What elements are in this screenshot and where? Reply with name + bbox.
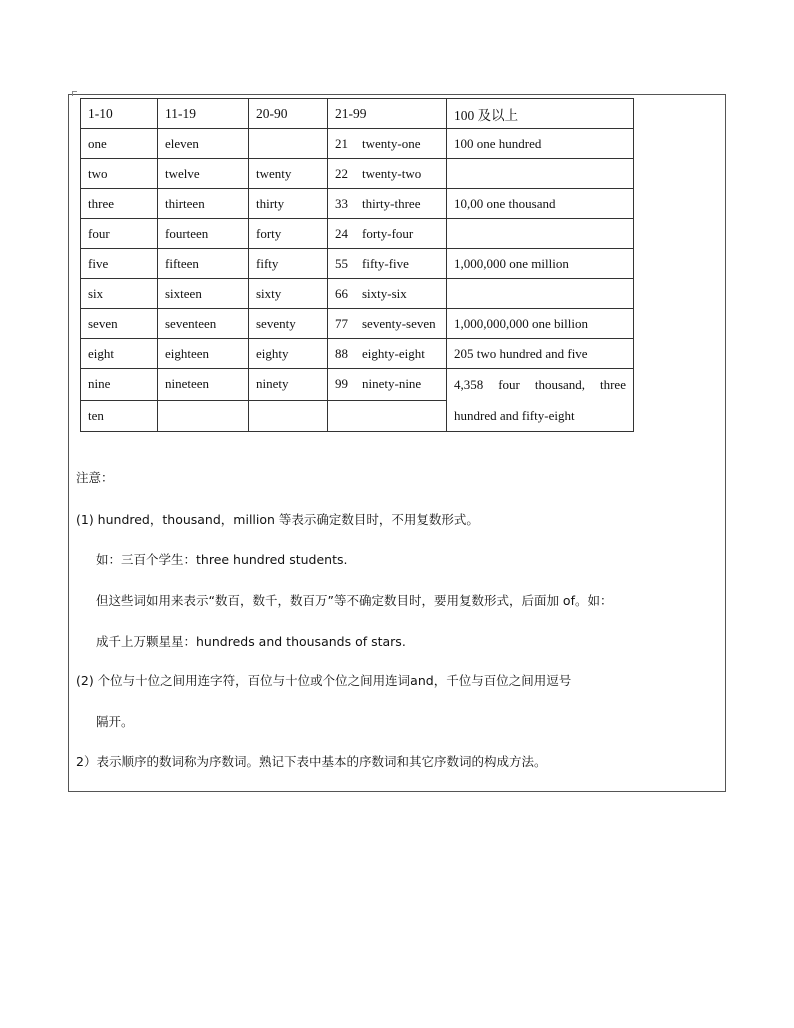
numbers-table	[80, 98, 634, 432]
cell-word: twenty-one	[362, 135, 421, 151]
cell: eighteen	[158, 339, 249, 369]
cell-number: 21	[335, 135, 348, 151]
cell-word: thirty-three	[362, 195, 421, 211]
note-item-2-continued: 隔开。	[96, 714, 134, 729]
corner-mark	[72, 91, 77, 96]
cell: nineteen	[158, 369, 249, 401]
cell	[328, 219, 447, 249]
cell	[447, 219, 634, 249]
cell: ninety	[249, 369, 328, 401]
header-cell: 20-90	[249, 99, 328, 129]
table-row	[81, 279, 634, 309]
note-item-1: (1) hundred，thousand，million 等表示确定数目时，不用复数形式。	[76, 512, 479, 527]
merged-cell	[447, 369, 634, 432]
cell-number: 77	[335, 315, 348, 331]
cell	[328, 249, 447, 279]
cell: eight	[81, 339, 158, 369]
header-cell: 11-19	[158, 99, 249, 129]
word: three	[599, 377, 626, 392]
cell	[249, 129, 328, 159]
table-row	[81, 129, 634, 159]
cell	[158, 400, 249, 432]
cell	[447, 159, 634, 189]
cell: eleven	[158, 129, 249, 159]
table-row	[81, 369, 634, 401]
cell	[328, 159, 447, 189]
table-row	[81, 339, 634, 369]
cell	[447, 279, 634, 309]
cell	[328, 309, 447, 339]
word: thousand,	[534, 377, 586, 392]
cell: thirteen	[158, 189, 249, 219]
cell-word: sixty-six	[362, 285, 407, 301]
cell: ten	[81, 400, 158, 432]
cell	[249, 400, 328, 432]
cell: 205 two hundred and five	[447, 339, 634, 369]
table-row	[81, 309, 634, 339]
word: four	[498, 377, 520, 392]
notes-heading: 注意：	[76, 470, 114, 485]
cell: five	[81, 249, 158, 279]
note-item-1-continued: 但这些词如用来表示“数百，数千，数百万”等不确定数目时，要用复数形式，后面加 of。如：	[96, 593, 613, 608]
cell-word: twenty-two	[362, 165, 422, 181]
cell: fifteen	[158, 249, 249, 279]
word: 4,358	[454, 377, 484, 392]
note-example-2: 成千上万颗星星：hundreds and thousands of stars.	[96, 634, 406, 649]
cell-number: 33	[335, 195, 348, 211]
cell-number: 24	[335, 225, 348, 241]
cell-number: 99	[335, 376, 348, 392]
cell	[328, 129, 447, 159]
cell: 10,00 one thousand	[447, 189, 634, 219]
cell: forty	[249, 219, 328, 249]
cell: two	[81, 159, 158, 189]
cell: eighty	[249, 339, 328, 369]
cell-number: 88	[335, 345, 348, 361]
cell: twenty	[249, 159, 328, 189]
cell: fifty	[249, 249, 328, 279]
header-cell: 100 及以上	[447, 99, 634, 129]
cell: sixteen	[158, 279, 249, 309]
cell-word: forty-four	[362, 225, 414, 241]
cell: seven	[81, 309, 158, 339]
note-item-3: 2）表示顺序的数词称为序数词。熟记下表中基本的序数词和其它序数词的构成方法。	[76, 754, 547, 769]
table-row	[81, 249, 634, 279]
cell	[328, 279, 447, 309]
table-row	[81, 159, 634, 189]
cell-number: 66	[335, 285, 348, 301]
cell-word: fifty-five	[362, 255, 409, 271]
header-cell: 21-99	[328, 99, 447, 129]
cell	[328, 369, 447, 401]
cell: nine	[81, 369, 158, 401]
table-row	[81, 219, 634, 249]
table-header-row	[81, 99, 634, 129]
table-row	[81, 189, 634, 219]
cell: 100 one hundred	[447, 129, 634, 159]
merged-line-2: hundred and fifty-eight	[454, 408, 575, 423]
cell: 1,000,000,000 one billion	[447, 309, 634, 339]
note-example-1: 如：三百个学生：three hundred students.	[96, 552, 348, 567]
merged-line-1	[454, 369, 626, 400]
cell: thirty	[249, 189, 328, 219]
cell: seventy	[249, 309, 328, 339]
cell-word: seventy-seven	[362, 315, 436, 331]
cell	[328, 189, 447, 219]
cell-number: 55	[335, 255, 348, 271]
cell: four	[81, 219, 158, 249]
header-cell: 1-10	[81, 99, 158, 129]
cell: sixty	[249, 279, 328, 309]
cell-word: eighty-eight	[362, 345, 425, 361]
note-item-2: (2) 个位与十位之间用连字符，百位与十位或个位之间用连词and，千位与百位之间用逗号	[76, 673, 572, 688]
cell	[328, 339, 447, 369]
cell-number: 22	[335, 165, 348, 181]
cell: fourteen	[158, 219, 249, 249]
cell: twelve	[158, 159, 249, 189]
cell: 1,000,000 one million	[447, 249, 634, 279]
cell: one	[81, 129, 158, 159]
cell: three	[81, 189, 158, 219]
cell-word: ninety-nine	[362, 376, 422, 392]
cell: six	[81, 279, 158, 309]
cell: seventeen	[158, 309, 249, 339]
cell	[328, 400, 447, 432]
